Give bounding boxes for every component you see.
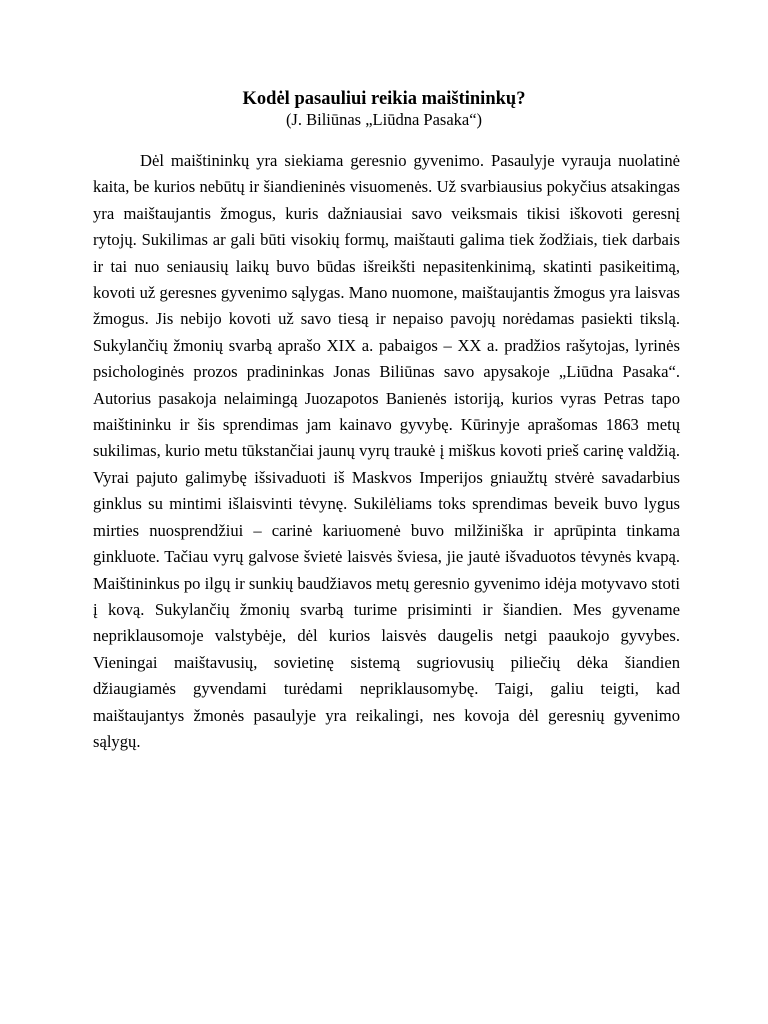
body-paragraph: Dėl maištininkų yra siekiama geresnio gyvenimo. Pasaulyje vyrauja nuolatinė kaita, be kurios nebūtų ir šiandieninės visuomenės. Už svarbiausius pokyčius atsakingas yra maištaujantis žmogus, kuris dažniausiai savo veiksmais tikisi iškovoti geresnį rytojų. Sukilimas ar gali būti visokių formų, maištauti galima tiek žodžiais, tiek darbais ir tai nuo seniausių laikų buvo būdas išreikšti nepasitenkinimą, skatinti pasikeitimą, kovoti už geresnes gyvenimo sąlygas. Mano nuomone, maištaujantis žmogus yra laisvas žmogus. Jis nebijo kovoti už savo tiesą ir nepaiso pavojų norėdamas pasiekti tikslą. Sukylančių žmonių svarbą aprašo XIX a. pabaigos – XX a. pradžios rašytojas, lyrinės psichologinės prozos pradininkas Jonas Biliūnas savo apysakoje „Liūdna Pasaka“. Autorius pasakoja nelaimingą Juozapotos Banienės istoriją, kurios vyras Petras tapo maištininku ir šis sprendimas jam kainavo gyvybę. Kūrinyje aprašomas 1863 metų sukilimas, kurio metu tūkstančiai jaunų vyrų traukė į miškus kovoti prieš carinę valdžią. Vyrai pajuto galimybę išsivaduoti iš Maskvos Imperijos gniaužtų stvėrė savadarbius ginklus su mintimi išlaisvinti tėvynę. Sukilėliams toks sprendimas beveik buvo lygus mirties nuosprendžiui – carinė kariuomenė buvo milžiniška ir aprūpinta tinkama ginkluote. Tačiau vyrų galvose švietė laisvės šviesa, jie jautė išvaduotos tėvynės kvapą. Maištininkus po ilgų ir sunkių baudžiavos metų geresnio gyvenimo idėja motyvavo stoti į kovą. Sukylančių žmonių svarbą turime prisiminti ir šiandien. Mes gyvename nepriklausomoje valstybėje, dėl kurios laisvės daugelis netgi paaukojo gyvybes. Vieningai maištavusių, sovietinę sistemą sugriovusių piliečių dėka šiandien džiaugiamės gyvendami turėdami nepriklausomybę. Taigi, galiu teigti, kad maištaujantys žmonės pasaulyje yra reikalingi, nes kovoja dėl geresnių gyvenimo sąlygų. <box>93 151 680 751</box>
document-subtitle: (J. Biliūnas „Liūdna Pasaka“) <box>285 110 483 129</box>
document-title: Kodėl pasauliui reikia maištininkų? <box>242 89 526 109</box>
